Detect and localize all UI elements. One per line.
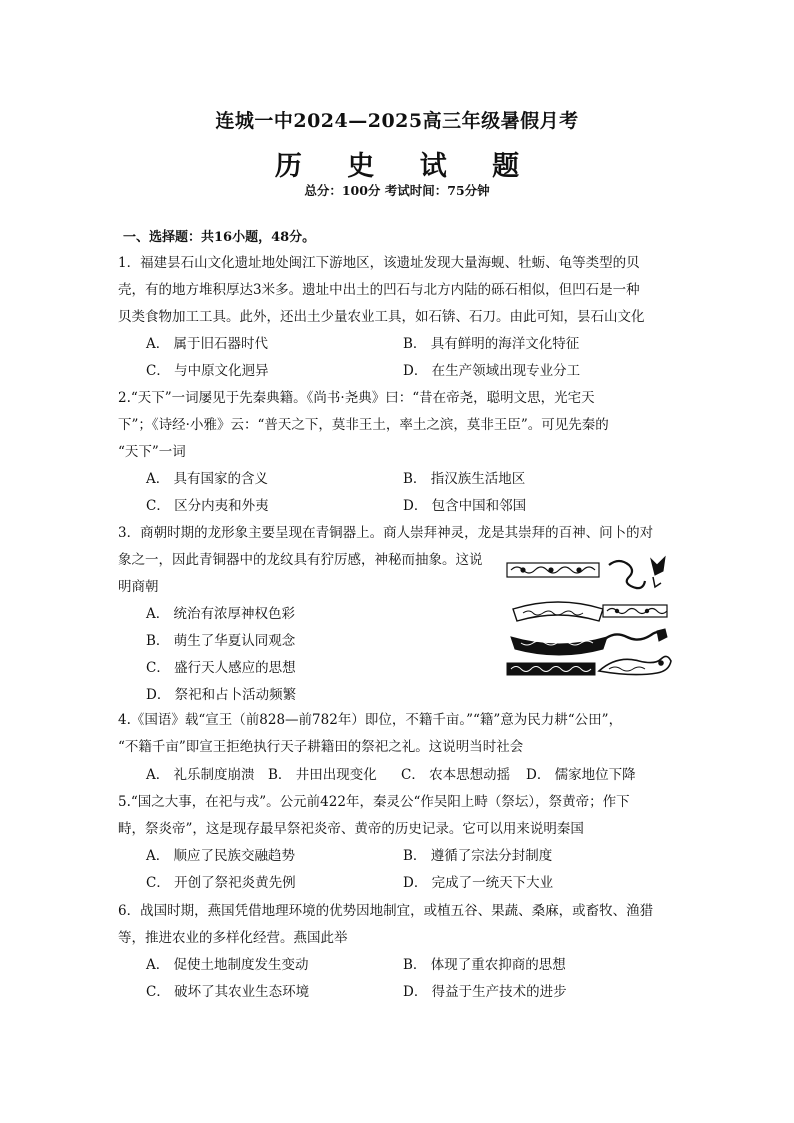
option-d[interactable]: D． 祭祀和占卜活动频繁 xyxy=(146,687,297,703)
option-d[interactable]: D． 得益于生产技术的进步 xyxy=(403,984,567,1000)
arc-dragon-pattern xyxy=(511,602,607,655)
option-a[interactable]: A． 顺应了民族交融趋势 xyxy=(146,848,296,864)
dragon-figure xyxy=(605,629,667,641)
question-text-line: 明商朝 xyxy=(118,579,159,595)
question-text-line: 壳，有的地方堆积厚达3米多。遗址中出土的凹石与北方内陆的砾石相似，但凹石是一种 xyxy=(118,282,640,298)
option-d[interactable]: D． 在生产领域出现专业分工 xyxy=(403,363,581,379)
dragon-pattern-band xyxy=(603,605,667,617)
section-header: 一、选择题：共16小题，48分。 xyxy=(123,230,316,245)
question-text-line: 2.“天下”一词屡见于先秦典籍。《尚书·尧典》曰：“昔在帝尧，聪明文思，光宅天 xyxy=(118,390,595,406)
question-text-line: 畤，祭炎帝”，这是现存最早祭祀炎帝、黄帝的历史记录。它可以用来说明秦国 xyxy=(118,821,584,837)
option-c[interactable]: C． 区分内夷和外夷 xyxy=(146,498,269,514)
option-b[interactable]: B． 萌生了华夏认同观念 xyxy=(146,633,296,649)
school-title: 连城一中2024—2025高三年级暑假月考 xyxy=(215,110,579,132)
option-a[interactable]: A． 属于旧石器时代 xyxy=(146,336,269,352)
option-d[interactable]: D． 包含中国和邻国 xyxy=(403,498,527,514)
option-a[interactable]: A． 礼乐制度崩溃 xyxy=(146,767,255,783)
option-b[interactable]: B． 遵循了宗法分封制度 xyxy=(403,848,553,864)
option-c[interactable]: C． 破坏了其农业生态环境 xyxy=(146,984,310,1000)
question-text-line: 6．战国时期，燕国凭借地理环境的优势因地制宜，或植五谷、果蔬、桑麻，或畜牧、渔猎 xyxy=(118,903,654,919)
question-text-line: 等，推进农业的多样化经营。燕国此举 xyxy=(118,930,348,946)
question-text-line: 3．商朝时期的龙形象主要呈现在青铜器上。商人崇拜神灵，龙是其崇拜的百神、问卜的对 xyxy=(118,525,654,541)
option-b[interactable]: B． 指汉族生活地区 xyxy=(403,471,526,487)
option-b[interactable]: B． 具有鲜明的海洋文化特征 xyxy=(403,336,580,352)
question-text-line: 1．福建昙石山文化遗址地处闽江下游地区，该遗址发现大量海蚬、牡蛎、龟等类型的贝 xyxy=(118,255,640,271)
question-text-line: 5.“国之大事，在祀与戎”。公元前422年，秦灵公“作吴阳上畤（祭坛），祭黄帝；作下 xyxy=(118,794,630,810)
dragon-figure xyxy=(599,656,671,674)
option-d[interactable]: D． 儒家地位下降 xyxy=(526,767,636,783)
bronze-dragon-patterns-image xyxy=(503,553,675,693)
exam-info: 总分：100分 考试时间：75分钟 xyxy=(304,183,490,198)
option-b[interactable]: B． 体现了重农抑商的思想 xyxy=(403,957,566,973)
option-a[interactable]: A． 促使土地制度发生变动 xyxy=(146,957,309,973)
option-a[interactable]: A． 统治有浓厚神权色彩 xyxy=(146,606,296,622)
dragon-pattern-band xyxy=(507,663,595,675)
option-a[interactable]: A． 具有国家的含义 xyxy=(146,471,269,487)
dragon-figure xyxy=(609,557,665,588)
question-text-line: 贝类食物加工工具。此外，还出土少量农业工具，如石锛、石刀。由此可知，昙石山文化 xyxy=(118,309,645,325)
question-text-line: 4.《国语》载“宣王（前828—前782年）即位，不籍千亩。”“籍”意为民力耕“公田”， xyxy=(118,712,623,728)
option-d[interactable]: D． 完成了一统天下大业 xyxy=(403,875,554,891)
option-c[interactable]: C． 与中原文化迥异 xyxy=(146,363,269,379)
subject-title: 历 史 试 题 xyxy=(274,151,538,182)
option-b[interactable]: B． 井田出现变化 xyxy=(268,767,377,783)
question-text-line: 象之一，因此青铜器中的龙纹具有狞厉感，神秘而抽象。这说 xyxy=(118,552,483,568)
question-text-line: 下”；《诗经·小雅》云：“普天之下，莫非王土，率土之滨，莫非王臣”。可见先秦的 xyxy=(118,417,609,433)
dragon-pattern-band xyxy=(507,563,599,577)
option-c[interactable]: C． 农本思想动摇 xyxy=(401,767,511,783)
option-c[interactable]: C． 开创了祭祀炎黄先例 xyxy=(146,875,296,891)
option-c[interactable]: C． 盛行天人感应的思想 xyxy=(146,660,296,676)
question-text-line: “不籍千亩”即宣王拒绝执行天子耕籍田的祭祀之礼。这说明当时社会 xyxy=(118,739,524,755)
question-text-line: “天下”一词 xyxy=(118,444,186,460)
